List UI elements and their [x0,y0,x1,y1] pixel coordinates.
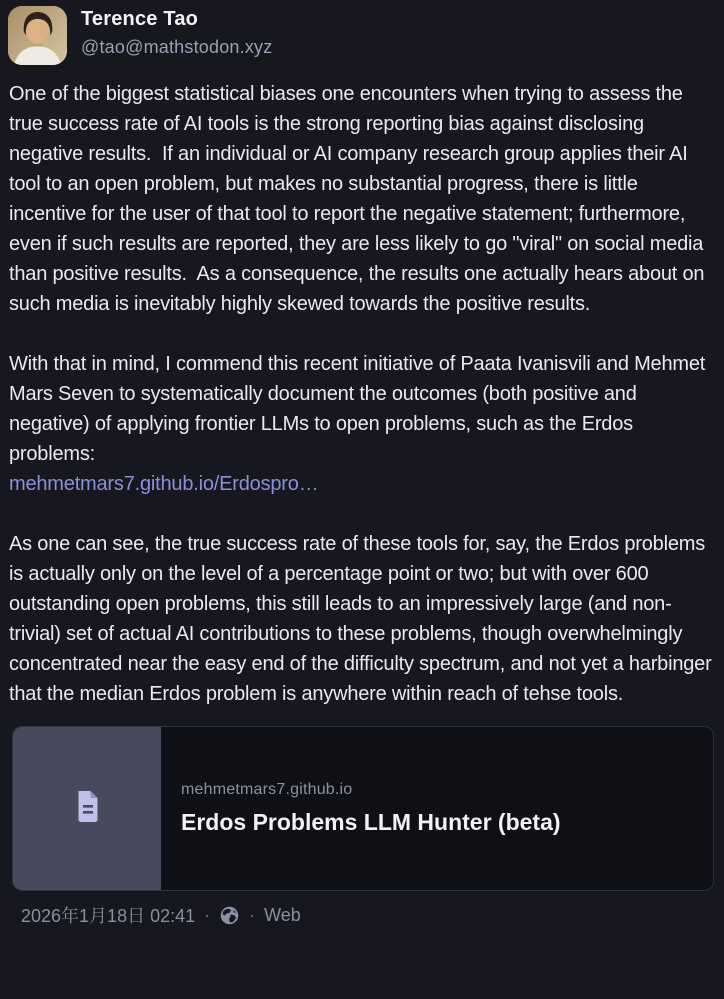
post-paragraph-3: As one can see, the true success rate of these tools for, say, the Erdos problems is actually only on the level of a percentage point or two; but with over 600 outstanding open problems, this still leads to an impressively large (and non-trivial) set of actual AI contributions to these problems, though overwhelmingly concentrated near the easy end of the difficulty spectrum, and not yet a harbinger that the median Erdos problem is anywhere within reach of tehse tools. [9,533,717,705]
person-portrait-icon [8,6,67,65]
post-footer [0,891,724,928]
post-header [0,0,724,65]
link-card-thumbnail [13,727,161,890]
post-inline-link[interactable]: mehmetmars7.github.io/Erdospro… [9,473,319,495]
author-display-name[interactable]: Terence Tao [81,8,199,30]
separator-dot: · [204,904,211,925]
separator-dot: · [249,904,256,925]
link-card-content [161,727,713,890]
author-handle: @tao@mathstodon.xyz [81,37,273,57]
client-label: Web [264,904,301,925]
link-card-title: Erdos Problems LLM Hunter (beta) [181,809,561,835]
link-preview-card[interactable] [12,726,714,891]
post-paragraph-2-text: With that in mind, I commend this recent initiative of Paata Ivanisvili and Mehmet Mars Seven to systematically document the outcomes (both positive and negative) of applying frontier LLMs to open problems, such as the Erdos problems: [9,353,711,465]
globe-icon [219,905,240,926]
post-paragraph-1: One of the biggest statistical biases one encounters when trying to assess the true success rate of AI tools is the strong reporting bias against disclosing negative results. If an individual or AI company research group applies their AI tool to an open problem, but makes no substantial progress, there is little incentive for the user of that tool to report the negative statement; furthermore, even if such results are reported, they are less likely to go "viral" on social media than positive results. As a consequence, the results one actually hears about on such media is inevitably highly skewed towards the positive results. [9,83,710,315]
post-paragraph-2 [9,349,715,499]
author-identity [81,6,272,58]
document-icon [74,790,101,828]
link-card-domain: mehmetmars7.github.io [181,781,353,798]
post-timestamp[interactable]: 2026年1月18日 02:41 [21,906,196,926]
avatar[interactable] [8,6,67,65]
post-content [0,65,724,709]
